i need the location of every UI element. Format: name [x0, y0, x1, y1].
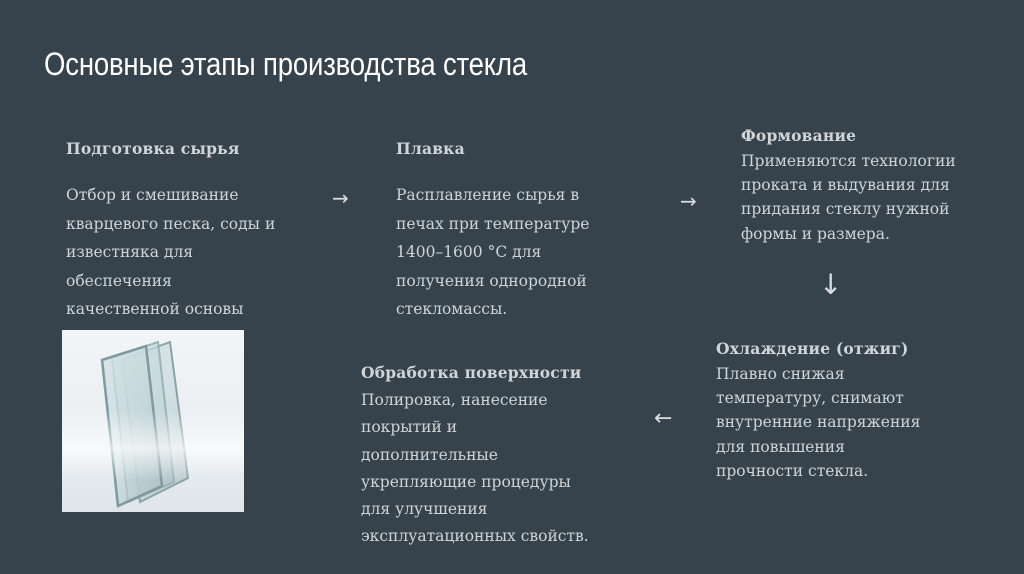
arrow-right-icon: → [680, 189, 697, 213]
glass-panes-photo [62, 330, 244, 512]
step-text-melting: Расплавление сырья в печах при температуре 1400–1600 °C для получения однородной стекломассы. [396, 186, 590, 319]
slide-title: Основные этапы производства стекла [44, 46, 528, 82]
step-heading-cooling: Охлаждение (отжиг) [716, 339, 909, 358]
step-heading-raw-materials: Подготовка сырья [66, 139, 240, 158]
step-text-raw-materials: Отбор и смешивание кварцевого песка, соды и известняка для обеспечения качественной основы [66, 186, 276, 319]
step-heading-surface: Обработка поверхности [361, 363, 582, 382]
arrow-left-icon: ← [654, 406, 673, 431]
step-heading-melting: Плавка [396, 139, 465, 158]
step-text-surface: Полировка, нанесение покрытий и дополнительные укрепляющие процедуры для улучшения эксплуатационных свойств. [361, 391, 589, 546]
step-text-cooling: Плавно снижая температуру, снимают внутренние напряжения для повышения прочности стекла. [716, 365, 921, 480]
step-text-forming: Применяются технологии проката и выдувания для придания стеклу нужной формы и размера. [741, 152, 956, 243]
step-heading-forming: Формование [741, 126, 857, 145]
arrow-right-icon: → [332, 186, 349, 210]
arrow-down-icon: ↓ [819, 268, 843, 301]
